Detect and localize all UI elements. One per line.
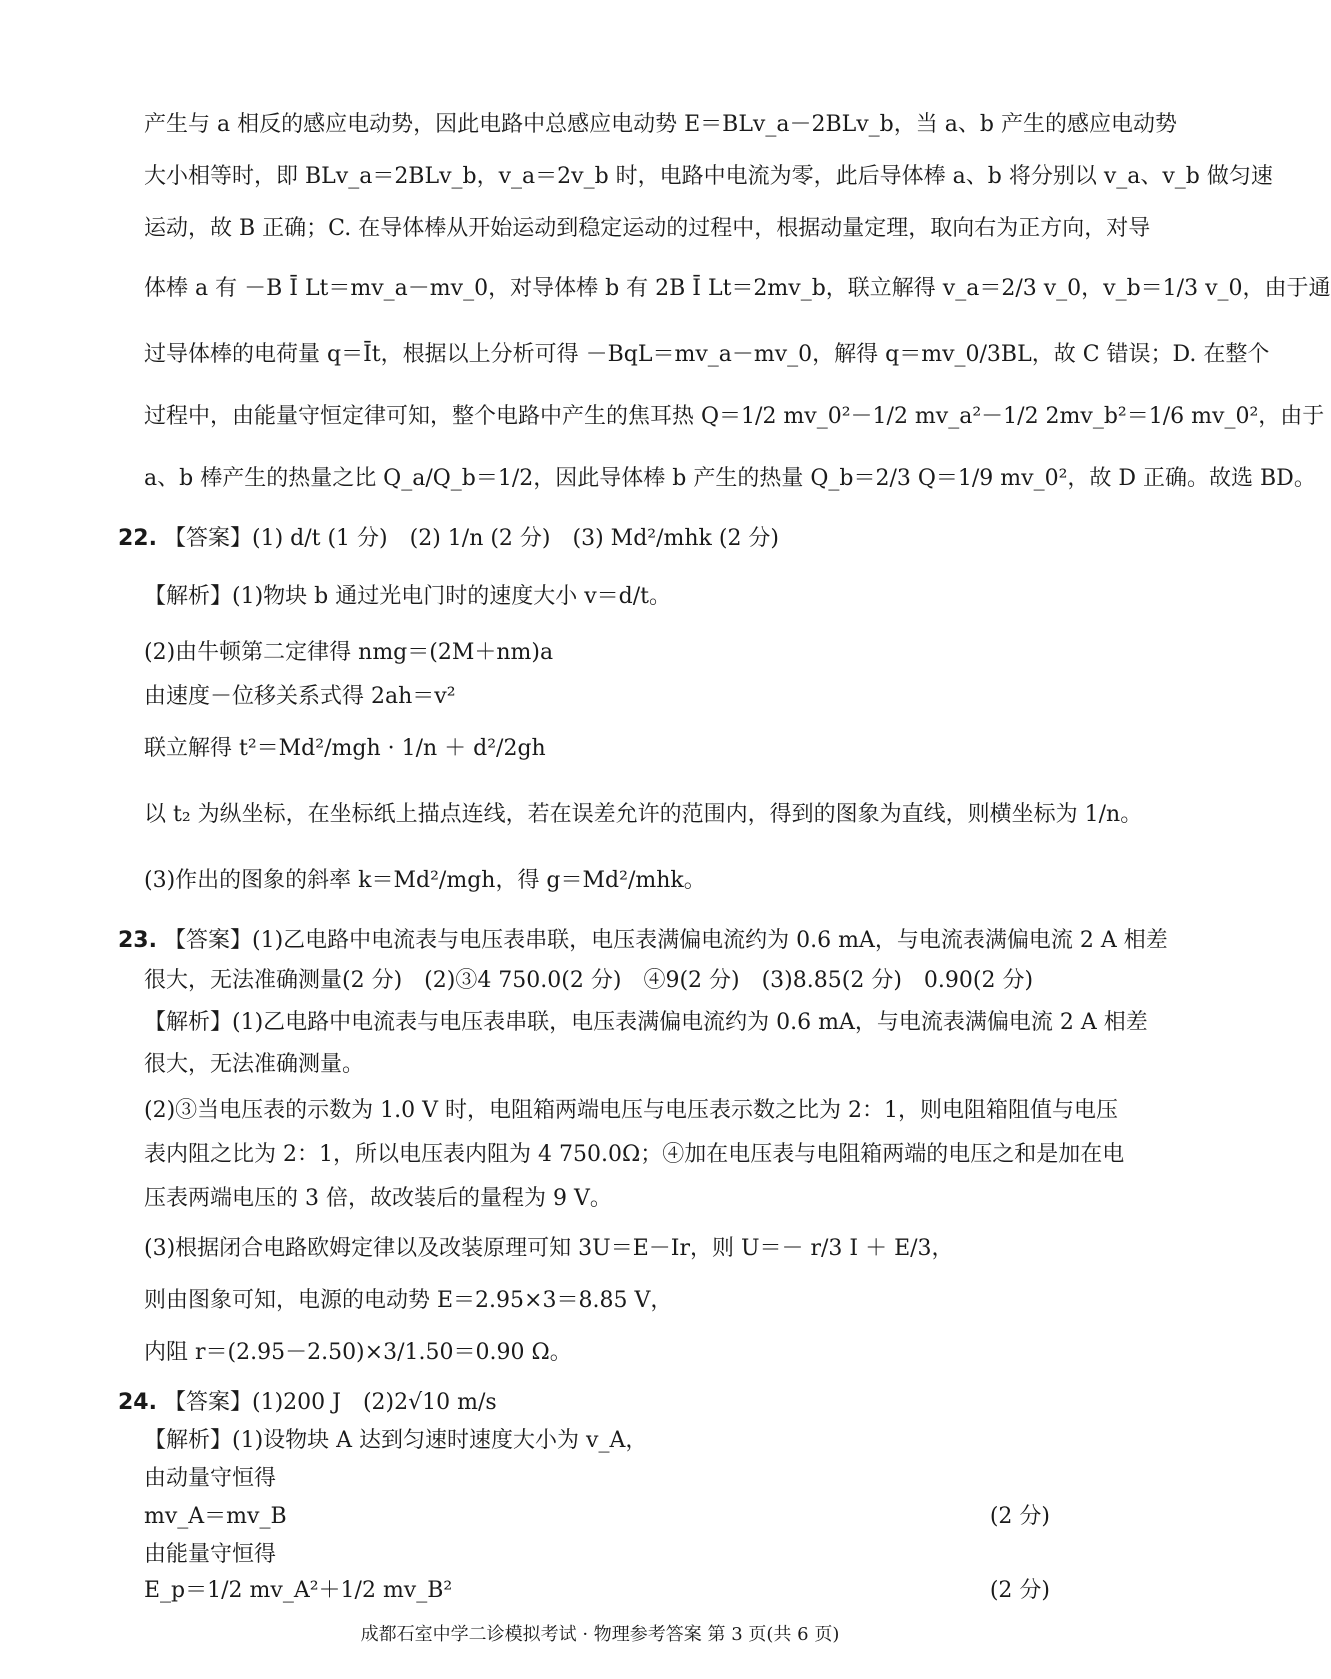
q23-analysis-5: 压表两端电压的 3 倍，故改装后的量程为 9 V。 <box>144 1186 612 1211</box>
q24-score-2: (2 分) <box>989 1578 1050 1603</box>
q24-analysis-3: mv_A＝mv_B <box>144 1504 287 1529</box>
q21-line-4: 体棒 a 有 －B Ī Lt＝mv_a－mv_0，对导体棒 b 有 2B Ī Lt＝2mv_b，联立解得 v_a＝2/3 v_0，v_b＝1/3 v_0，由于通 <box>144 276 1331 301</box>
q22-analysis-6: (3)作出的图象的斜率 k＝Md²/mgh，得 g＝Md²/mhk。 <box>144 868 706 893</box>
q23-answer-2: 很大，无法准确测量(2 分) (2)③4 750.0(2 分) ④9(2 分) (3)8.85(2 分) 0.90(2 分) <box>144 968 1034 993</box>
q22-analysis-2: (2)由牛顿第二定律得 nmg＝(2M＋nm)a <box>144 640 554 665</box>
q22-analysis-5: 以 t₂ 为纵坐标，在坐标纸上描点连线，若在误差允许的范围内，得到的图象为直线，则横坐标为 1/n。 <box>144 802 1143 827</box>
q24-score-1: (2 分) <box>989 1504 1050 1529</box>
q23-number: 23. <box>118 928 157 953</box>
q22-analysis-1: 【解析】(1)物块 b 通过光电门时的速度大小 v＝d/t。 <box>144 584 671 609</box>
q24-analysis-5: E_p＝1/2 mv_A²＋1/2 mv_B² <box>144 1578 453 1603</box>
q22-number: 22. <box>118 526 157 551</box>
q24-answer: 【答案】(1)200 J (2)2√10 m/s <box>163 1390 497 1415</box>
q23-answer-row <box>118 924 1168 958</box>
q23-analysis-2: 很大，无法准确测量。 <box>144 1052 365 1077</box>
q24-analysis-1: 【解析】(1)设物块 A 达到匀速时速度大小为 v_A， <box>144 1428 648 1453</box>
q24-answer-row <box>118 1386 497 1420</box>
q24-analysis-4: 由能量守恒得 <box>144 1542 277 1567</box>
q23-analysis-6: (3)根据闭合电路欧姆定律以及改装原理可知 3U＝E－Ir，则 U＝－ r/3 I ＋ E/3， <box>144 1236 954 1261</box>
q22-answer-row <box>118 522 779 556</box>
q21-line-5: 过导体棒的电荷量 q＝Īt，根据以上分析可得 －BqL＝mv_a－mv_0，解得 q＝mv_0/3BL，故 C 错误；D. 在整个 <box>144 342 1270 367</box>
q23-answer-1: 【答案】(1)乙电路中电流表与电压表串联，电压表满偏电流约为 0.6 mA，与电流表满偏电流 2 A 相差 <box>163 928 1168 953</box>
q22-analysis-4: 联立解得 t²＝Md²/mgh · 1/n ＋ d²/2gh <box>144 736 546 761</box>
q21-line-6: 过程中，由能量守恒定律可知，整个电路中产生的焦耳热 Q＝1/2 mv_0²－1/2 mv_a²－1/2 2mv_b²＝1/6 mv_0²，由于 <box>144 404 1325 429</box>
q23-analysis-1: 【解析】(1)乙电路中电流表与电压表串联，电压表满偏电流约为 0.6 mA，与电流表满偏电流 2 A 相差 <box>144 1010 1148 1035</box>
q23-analysis-8: 内阻 r＝(2.95－2.50)×3/1.50＝0.90 Ω。 <box>144 1340 572 1365</box>
q24-analysis-2: 由动量守恒得 <box>144 1466 277 1491</box>
q21-line-1: 产生与 a 相反的感应电动势，因此电路中总感应电动势 E＝BLv_a－2BLv_b，当 a、b 产生的感应电动势 <box>144 112 1177 137</box>
q24-number: 24. <box>118 1390 157 1415</box>
page-footer: 成都石室中学二诊模拟考试 · 物理参考答案 第 3 页(共 6 页) <box>360 1624 840 1645</box>
q23-analysis-4: 表内阻之比为 2：1，所以电压表内阻为 4 750.0Ω；④加在电压表与电阻箱两端的电压之和是加在电 <box>144 1142 1125 1167</box>
q21-line-2: 大小相等时，即 BLv_a＝2BLv_b，v_a＝2v_b 时，电路中电流为零，此后导体棒 a、b 将分别以 v_a、v_b 做匀速 <box>144 164 1273 189</box>
q22-analysis-3: 由速度－位移关系式得 2ah＝v² <box>144 684 456 709</box>
q21-line-3: 运动，故 B 正确；C. 在导体棒从开始运动到稳定运动的过程中，根据动量定理，取向右为正方向，对导 <box>144 216 1151 241</box>
q21-line-7: a、b 棒产生的热量之比 Q_a/Q_b＝1/2，因此导体棒 b 产生的热量 Q_b＝2/3 Q＝1/9 mv_0²，故 D 正确。故选 BD。 <box>144 466 1316 491</box>
q22-answer: 【答案】(1) d/t (1 分) (2) 1/n (2 分) (3) Md²/mhk (2 分) <box>163 526 780 551</box>
q23-analysis-3: (2)③当电压表的示数为 1.0 V 时，电阻箱两端电压与电压表示数之比为 2：1，则电阻箱阻值与电压 <box>144 1098 1119 1123</box>
q23-analysis-7: 则由图象可知，电源的电动势 E＝2.95×3＝8.85 V， <box>144 1288 673 1313</box>
